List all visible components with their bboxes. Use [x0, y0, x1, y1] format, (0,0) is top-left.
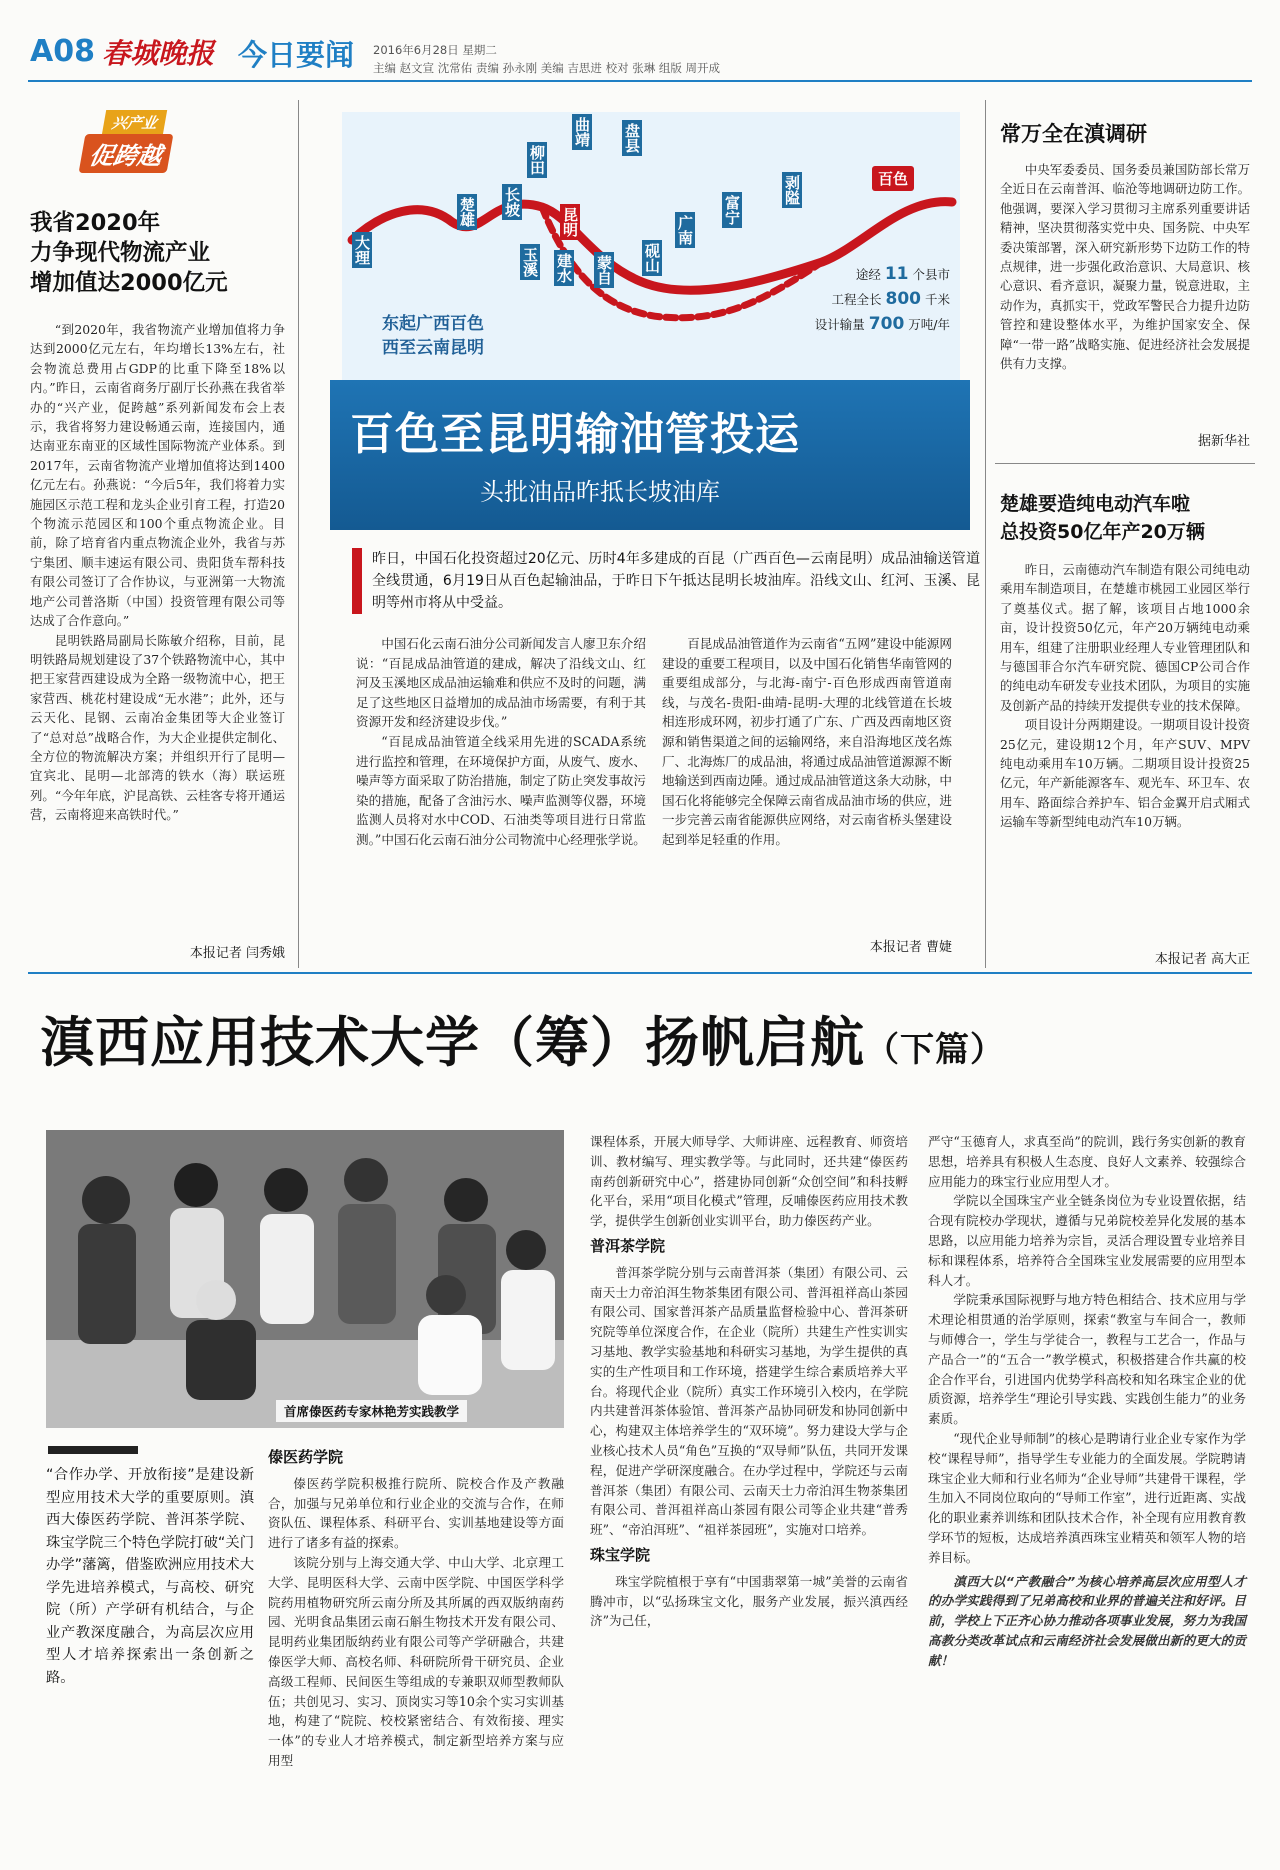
right-top-byline: 据新华社	[1197, 434, 1250, 449]
col-b2-paragraph: 珠宝学院植根于享有“中国翡翠第一城”美誉的云南省腾冲市，以“弘扬珠宝文化，服务产业发展，振兴滇西经济”为己任，	[590, 1573, 908, 1629]
stat-cities-label: 途经	[855, 267, 881, 282]
masthead-rule	[28, 80, 1252, 82]
col-a-paragraph: 该院分别与上海交通大学、中山大学、北京理工大学、昆明医科大学、云南中医学院、中国医学科学院药用植物研究所云南分所及其所属的西双版纳南药园、光明食品集团云南石斛生物技术开发有限公司、昆明药业集团版纳药业有限公司等产学研融合，共建傣医学大师、高校名师、科研院所骨干研究员、企业高级工程师、民间医生等组成的专兼职双师型教师队伍；共创见习、实习、顶岗实习等10余个实习实训基地，构建了“院院、校校紧密结合、有效衔接、理实一体”的专业人才培养模式，制定新型培养方案与应用型	[268, 1554, 564, 1768]
col-b-paragraph: 普洱茶学院分别与云南普洱茶（集团）有限公司、云南天士力帝泊洱生物茶集团有限公司、普洱祖祥高山茶园有限公司、国家普洱茶产品质量监督检验中心、普洱茶研究院等单位深度合作，在企业（院所）共建生产性实训实习基地、教学实验基地和科研实习基地，为学生提供的真实的生产性项目和工作环境，搭建学生综合素质培养大平台。将现代企业（院所）真实工作环境引入校内，在学院内共建普洱茶体验馆、普洱茶产品协同研发和协同创新中心，构建双主体培养学生的“双环境”。努力建设大学与企业核心技术人员“角色”互换的“双导师”队伍，共同开发课程，促进产学研深度融合。在办学过程中，学院还与云南普洱茶（集团）有限公司、云南天士力帝泊洱生物茶集团有限公司、普洱祖祥高山茶园有限公司等企业共建“普秀班”、“帝泊洱班”、“祖祥茶园班”，实施对口培养。	[590, 1264, 908, 1538]
feature-col-b	[590, 1132, 908, 1631]
pipeline-map	[342, 112, 960, 382]
feature-headline	[40, 1000, 1005, 1077]
pipeline-paragraph: “百昆成品油管道全线采用先进的SCADA系统进行监控和管理，在环境保护方面，从废气、废水、噪声等方面采取了防治措施，制定了防止突发事故污染的措施，配备了含油污水、噪声监测等仪器，环境监测人员将对水中COD、石油类等项目进行日常监测。”中国石化云南石油分公司物流中心经理张学说。	[356, 733, 646, 847]
pipeline-lead-box	[352, 548, 980, 614]
paper-name: 春城晚报	[102, 37, 215, 70]
map-city-label: 柳田	[527, 142, 547, 178]
map-city-label: 长坡	[502, 184, 522, 220]
stat-length	[740, 287, 950, 312]
stat-length-value: 800	[885, 289, 921, 309]
pipeline-slogan	[382, 312, 484, 360]
right-top-body	[1000, 160, 1250, 373]
feature-headline-main: 滇西应用技术大学（筹）扬帆启航	[40, 1011, 865, 1074]
map-city-label: 盘县	[622, 120, 642, 156]
intro-accent-bar	[48, 1446, 138, 1454]
pipeline-stats	[740, 262, 950, 337]
pipeline-byline: 本报记者 曹婕	[869, 940, 952, 955]
stat-length-label: 工程全长	[831, 292, 882, 307]
right-bottom-body	[1000, 560, 1250, 832]
col-a-paragraph: 傣医药学院积极推行院所、院校合作及产教融合，加强与兄弟单位和行业企业的交流与合作，在师资队伍、课程体系、科研平台、实训基地建设等方面进行了诸多有益的探索。	[268, 1475, 564, 1551]
left-paragraph: “到2020年，我省物流产业增加值将力争达到2000亿元左右，年均增长13%左右，社会物流总费用占GDP的比重下降至18%以内。”昨日，云南省商务厅副厅长孙燕在我省举办的“兴产业，促跨越”系列新闻发布会上表示，我省将努力建设畅通云南，连接国内，通达南亚东南亚的区域性国际物流产业体系。到2017年，云南省物流产业增加值将达到1400亿元左右。孙燕说：“今后5年，我们将着力实施园区示范工程和龙头企业引育工程，打造20个物流示范园区和100个重点物流企业。目前，除了培育省内重点物流企业外，我省与苏宁集团、顺丰速运有限公司、贵阳货车帮科技有限公司签订了合作协议，与亚洲第一大物流地产公司普洛斯（中国）投资管理有限公司等达成了合作意向。”	[30, 322, 285, 629]
slogan-line2: 西至云南昆明	[382, 338, 484, 358]
col-c-paragraph: 学院以全国珠宝产业全链条岗位为专业设置依据，结合现有院校办学现状，遵循与兄弟院校差异化发展的基本思路，以应用能力培养为宗旨，灵活合理设置专业培养目标和课程体系，培养符合全国珠宝业发展需要的应用型本科人才。	[928, 1193, 1246, 1288]
right-bottom-headline-line2: 总投资50亿年产20万辆	[1000, 521, 1205, 543]
stat-length-unit: 千米	[924, 292, 950, 307]
map-city-label: 楚雄	[457, 194, 477, 230]
map-city-label: 富宁	[722, 192, 742, 228]
map-city-label: 剥隘	[782, 172, 802, 208]
pipeline-paragraph: 中国石化云南石油分公司新闻发言人廖卫东介绍说：“百昆成品油管道的建成，解决了沿线文山、红河及玉溪地区成品油运输难和供应不及时的问题，满足了这些地区日益增加的成品油市场需要，有利于其资源开发和经济建设步伐。”	[356, 636, 646, 730]
feature-col-c	[928, 1132, 1246, 1671]
map-city-label: 大理	[352, 232, 372, 268]
left-headline-line2: 力争现代物流产业	[30, 240, 211, 266]
feature-top-rule	[28, 972, 1252, 974]
series-logo-line1: 兴产业	[102, 110, 167, 135]
feature-photo	[46, 1130, 564, 1428]
stat-cities-unit: 个县市	[912, 267, 950, 282]
stat-cities-value: 11	[884, 264, 909, 284]
map-city-label: 建水	[554, 250, 574, 286]
right-bottom-paragraph: 项目设计分两期建设。一期项目设计投资25亿元，建设期12个月，年产SUV、MPV纯电动乘用车10万辆。二期项目设计投资25亿元，年产新能源客车、观光车、环卫车、农用车、路面综合养护车、铝合金翼开启式厢式运输车等新型纯电动汽车10万辆。	[1000, 717, 1250, 830]
map-city-label: 蒙自	[594, 252, 614, 288]
stat-capacity-label: 设计输量	[814, 317, 865, 332]
feature-headline-tag: （下篇）	[865, 1030, 1005, 1070]
page-number: A08	[30, 34, 95, 69]
slogan-line1: 东起广西百色	[382, 314, 484, 334]
column-divider	[298, 100, 299, 968]
feature-intro: “合作办学、开放衔接”是建设新型应用技术大学的重要原则。滇西大傣医药学院、普洱茶学院、珠宝学院三个特色学院打破“关门办学”藩篱，借鉴欧洲应用技术大学先进培养模式，与高校、研究院（所）产学研有机结合，与企业产教深度融合，为高层次应用型人才培养探索出一条创新之路。	[46, 1467, 254, 1686]
stat-capacity-unit: 万吨/年	[908, 317, 950, 332]
right-bottom-paragraph: 昨日，云南德动汽车制造有限公司纯电动乘用车制造项目，在楚雄市桃园工业园区举行了奠基仪式。据了解，该项目占地1000余亩，设计投资50亿元，年产20万辆纯电动乘用车，组建了注册职业经理人专业管理团队和与德国菲合尔汽车研究院、德国CP公司合作的纯电动车研发专业技术团队，为项目的实施及创新产品的持续开发提供专业的技术保障。	[1000, 562, 1250, 713]
col-c-paragraph: 严守“玉德育人，求真至尚”的院训，践行务实创新的教育思想，培养具有积极人生态度、良好人文素养、较强综合应用能力的珠宝行业应用型人才。	[928, 1134, 1246, 1189]
left-paragraph: 昆明铁路局副局长陈敏介绍称，目前，昆明铁路局规划建设了37个铁路物流中心，其中把王家营西建设成为全路一级物流中心，把王家营西、桃花村建设成“无水港”；此外，还与云天化、昆钢、云南冶金集团等大企业签订了“总对总”战略合作，为大企业提供定制化、全方位的物流解决方案；并组织开行了昆明—宜宾北、昆明—北部湾的铁水（海）联运班列。“今年年底，沪昆高铁、云桂客专将开通运营，云南将迎来高铁时代。”	[30, 632, 285, 823]
pipeline-lead: 昨日，中国石化投资超过20亿元、历时4年多建成的百昆（广西百色—云南昆明）成品油输送管道全线贯通，6月19日从百色起输油品，于昨日下午抵达昆明长坡油库。沿线文山、红河、玉溪、昆明等州市将从中受益。	[372, 551, 980, 611]
pipeline-subhead: 头批油品昨抵长坡油库	[480, 478, 720, 506]
stat-cities	[740, 262, 950, 287]
col-c-paragraph: 学院秉承国际视野与地方特色相结合、技术应用与学术理论相贯通的治学原则，探索“教室与车间合一，教师与师傅合一，学生与学徒合一，教程与工艺合一，作品与产品合一”的“五合一”教学模式，积极搭建合作共赢的校企合作平台，引进国内优势学科高校和知名珠宝企业的优质资源，培养学生“理论引导实践、实践创生能力”的业务素质。	[928, 1292, 1246, 1427]
map-city-label: 昆明	[560, 204, 580, 240]
left-headline	[30, 208, 300, 298]
pipeline-col1	[356, 634, 646, 850]
pipeline-paragraph: 百昆成品油管道作为云南省“五网”建设中能源网建设的重要工程项目，以及中国石化销售华南管网的重要组成部分，与北海-南宁-百色形成西南管道南线，与茂名-贵阳-曲靖-昆明-大理的北线管道在长坡相连形成环网，初步打通了广东、广西及西南地区资源和销售渠道之间的运输网络，来自沿海地区茂名炼厂、北海炼厂的成品油，将通过成品油管道源源不断地输送到西南边陲。通过成品油管道这条大动脉，中国石化将能够完全保障云南省成品油市场的供应，进一步完善云南省能源供应网络，对云南省桥头堡建设起到举足轻重的作用。	[662, 636, 952, 847]
column-divider	[985, 100, 986, 968]
issue-date: 2016年6月28日 星期二	[373, 43, 497, 57]
right-bottom-headline-line1: 楚雄要造纯电动汽车啦	[1000, 493, 1191, 515]
map-city-label: 广南	[675, 212, 695, 248]
right-bottom-headline	[1000, 490, 1260, 546]
right-top-headline: 常万全在滇调研	[1000, 122, 1147, 146]
col-b-section-title: 普洱茶学院	[590, 1236, 666, 1255]
stat-capacity-value: 700	[868, 314, 905, 334]
feature-photo-illustration	[46, 1130, 564, 1428]
left-article-body	[30, 320, 285, 825]
map-city-label: 玉溪	[520, 244, 540, 280]
right-top-paragraph: 中央军委委员、国务委员兼国防部长常万全近日在云南普洱、临沧等地调研边防工作。他强调，要深入学习贯彻习主席系列重要讲话精神，坚决贯彻落实党中央、国务院、中央军委决策部署，深入研究新形势下边防工作的特点规律，进一步强化政治意识、大局意识、核心意识、看齐意识，凝聚力量，锐意进取，主动作为，真抓实干，党政军警民合力提升边防管控和建设整体水平，为维护国家安全、保障“一带一路”战略实施、促进经济社会发展提供有力支撑。	[1000, 162, 1250, 372]
section-divider	[995, 463, 1255, 464]
editor-credits: 主编 赵文宣 沈常佑 责编 孙永刚 美编 吉思进 校对 张琳 组版 周开成	[373, 61, 721, 75]
map-city-label: 曲靖	[572, 114, 592, 150]
pipeline-banner	[330, 380, 970, 530]
col-b-section-title-2: 珠宝学院	[590, 1545, 651, 1564]
section-title: 今日要闻	[238, 38, 355, 72]
left-byline: 本报记者 闫秀娥	[189, 946, 285, 961]
stat-capacity	[740, 312, 950, 337]
map-city-label: 砚山	[642, 240, 662, 276]
right-bottom-byline: 本报记者 高大正	[1154, 952, 1250, 967]
feature-col-a	[268, 1442, 564, 1771]
photo-caption: 首席傣医药专家林艳芳实践教学	[276, 1400, 467, 1422]
pipeline-col2	[662, 634, 952, 850]
series-logo	[82, 110, 212, 182]
left-headline-line1: 我省2020年	[30, 210, 161, 236]
col-c-paragraph: “现代企业导师制”的核心是聘请行业企业专家作为学校“课程导师”，指导学生专业能力的全面发展。学院聘请珠宝企业大师和行业名师为“企业导师”共建骨干课程，学生加入不同岗位取向的“导师工作室”，进行近距离、实战化的职业素养训练和团队技术合作，补全现有应用教育教学环节的短板，达成培养滇西珠宝业精英和领军人物的培养目标。	[928, 1430, 1246, 1565]
pipeline-headline: 百色至昆明输油管投运	[350, 409, 800, 460]
col-a-section-title: 傣医药学院	[268, 1448, 344, 1466]
left-headline-line3: 增加值达2000亿元	[30, 270, 228, 296]
col-c-closing: 滇西大以“产教融合”为核心培养高层次应用型人才的办学实践得到了兄弟高校和业界的普遍关注和好评。目前，学校上下正齐心协力推动各项事业发展，努力为我国高教分类改革试点和云南经济社会发展做出新的更大的贡献！	[928, 1573, 1246, 1668]
col-b-lead: 课程体系，开展大师导学、大师讲座、远程教育、师资培训、教材编写、理实教学等。与此同时，还共建“傣医药南药创新研究中心”，搭建协同创新“众创空间”和科技孵化平台，采用“项目化模式”管理，反哺傣医药应用技术教学，提供学生创新创业实训平台，助力傣医药产业。	[590, 1134, 908, 1229]
series-logo-line2: 促跨越	[79, 134, 174, 173]
feature-intro-box	[46, 1442, 254, 1840]
map-city-label: 百色	[872, 166, 914, 191]
